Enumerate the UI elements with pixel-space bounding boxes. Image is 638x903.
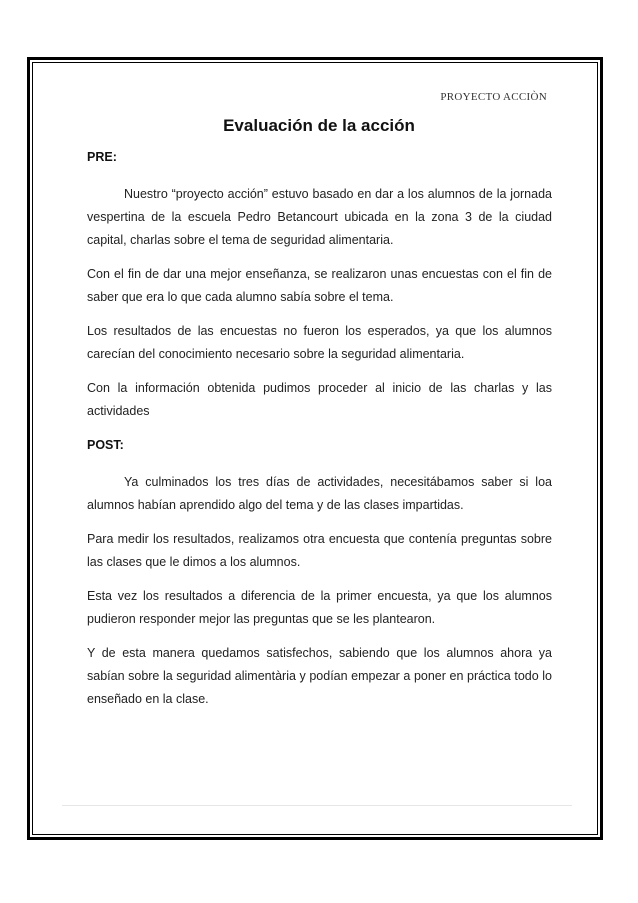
document-title: Evaluación de la acción	[223, 116, 415, 135]
section-label-post: POST:	[87, 438, 124, 452]
paragraph: Esta vez los resultados a diferencia de la primer encuesta, ya que los alumnos pudieron responder mejor las preguntas que se les plantearon.	[87, 589, 552, 626]
document-body	[87, 146, 552, 722]
page-header: PROYECTO ACCIÒN	[440, 91, 547, 103]
paragraph: Para medir los resultados, realizamos otra encuesta que contenía preguntas sobre las clases que le dimos a los alumnos.	[87, 532, 552, 569]
paragraph: Con el fin de dar una mejor enseñanza, se realizaron unas encuestas con el fin de saber que era lo que cada alumno sabía sobre el tema.	[87, 267, 552, 304]
footer-divider	[62, 805, 572, 806]
paragraph: Los resultados de las encuestas no fueron los esperados, ya que los alumnos carecían del conocimiento necesario sobre la seguridad alimentaria.	[87, 324, 552, 361]
paragraph: Ya culminados los tres días de actividades, necesitábamos saber si loa alumnos habían aprendido algo del tema y de las clases impartidas.	[87, 475, 552, 512]
section-label-pre: PRE:	[87, 150, 117, 164]
paragraph: Con la información obtenida pudimos proceder al inicio de las charlas y las actividades	[87, 381, 552, 418]
paragraph: Y de esta manera quedamos satisfechos, sabiendo que los alumnos ahora ya sabían sobre la seguridad alimentària y podían empezar a poner en práctica todo lo enseñado en la clase.	[87, 646, 552, 706]
paragraph: Nuestro “proyecto acción” estuvo basado en dar a los alumnos de la jornada vespertina de la escuela Pedro Betancourt ubicada en la zona 3 de la ciudad capital, charlas sobre el tema de seguridad alimentaria.	[87, 187, 552, 247]
